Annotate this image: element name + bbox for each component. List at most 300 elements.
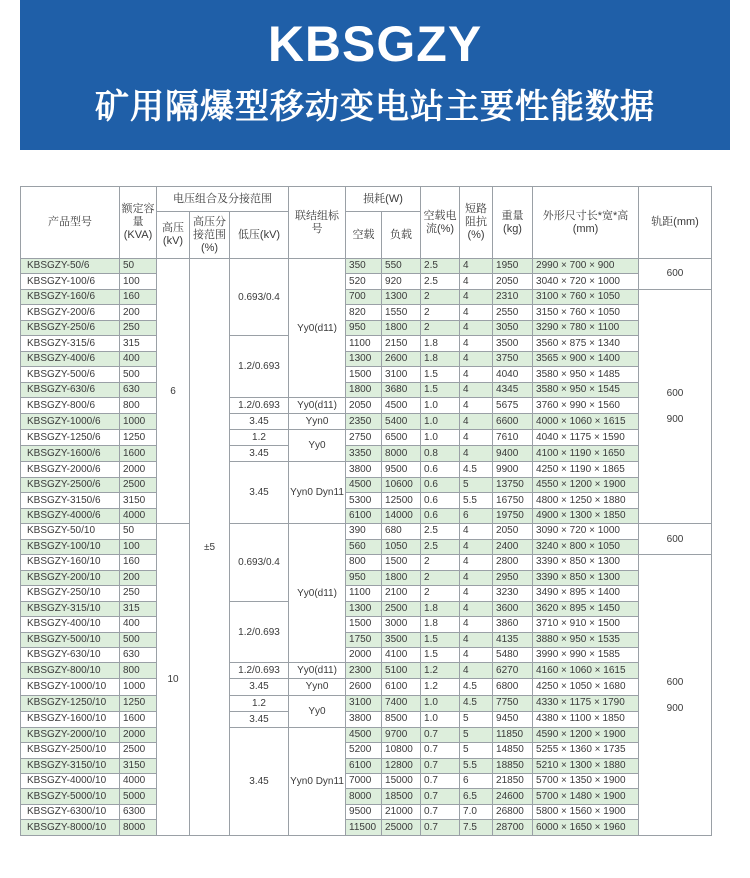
no-load-current-cell: 0.7 — [421, 804, 460, 819]
capacity-cell: 3150 — [120, 758, 157, 773]
dimensions-cell: 6000 × 1650 × 1960 — [533, 820, 639, 836]
table-row — [21, 351, 712, 366]
header-gauge: 轨距(mm) — [639, 187, 712, 259]
load-loss-cell: 8000 — [382, 446, 421, 462]
header-capacity: 额定容量(KVA) — [120, 187, 157, 259]
load-loss-cell: 5100 — [382, 663, 421, 679]
weight-cell: 3230 — [493, 586, 533, 601]
noload-loss-cell: 5300 — [346, 493, 382, 508]
model-cell: KBSGZY-2000/6 — [21, 462, 120, 477]
conn-cell: Yy0(d11) — [289, 663, 346, 679]
header-impedance: 短路阻抗(%) — [460, 187, 493, 259]
gauge-cell: 600 — [639, 524, 712, 555]
noload-loss-cell: 9500 — [346, 804, 382, 819]
no-load-current-cell: 0.6 — [421, 493, 460, 508]
capacity-cell: 4000 — [120, 508, 157, 523]
noload-loss-cell: 1300 — [346, 351, 382, 366]
impedance-cell: 5 — [460, 711, 493, 727]
header-noload-loss: 空载 — [346, 212, 382, 259]
conn-cell: Yy0(d11) — [289, 398, 346, 414]
noload-loss-cell: 520 — [346, 274, 382, 289]
load-loss-cell: 9500 — [382, 462, 421, 477]
load-loss-cell: 12500 — [382, 493, 421, 508]
load-loss-cell: 10600 — [382, 477, 421, 492]
lv-cell: 3.45 — [230, 711, 289, 727]
load-loss-cell: 550 — [382, 259, 421, 274]
table-row — [21, 508, 712, 523]
table-row — [21, 727, 712, 742]
dimensions-cell: 4250 × 1050 × 1680 — [533, 679, 639, 695]
capacity-cell: 1000 — [120, 414, 157, 430]
dimensions-cell: 5700 × 1350 × 1900 — [533, 773, 639, 788]
model-cell: KBSGZY-8000/10 — [21, 820, 120, 836]
weight-cell: 14850 — [493, 743, 533, 758]
capacity-cell: 800 — [120, 663, 157, 679]
noload-loss-cell: 2000 — [346, 647, 382, 662]
capacity-cell: 2500 — [120, 477, 157, 492]
weight-cell: 3050 — [493, 320, 533, 335]
header-hv: 高压(kV) — [157, 212, 190, 259]
page-subtitle: 矿用隔爆型移动变电站主要性能数据 — [95, 87, 655, 127]
no-load-current-cell: 1.8 — [421, 351, 460, 366]
no-load-current-cell: 2 — [421, 555, 460, 570]
load-loss-cell: 1300 — [382, 289, 421, 304]
header-loss-group: 损耗(W) — [346, 187, 421, 212]
dimensions-cell: 4800 × 1250 × 1880 — [533, 493, 639, 508]
conn-cell: Yyn0 Dyn11 — [289, 727, 346, 835]
lv-cell: 3.45 — [230, 446, 289, 462]
header-weight: 重量(kg) — [493, 187, 533, 259]
no-load-current-cell: 1.0 — [421, 398, 460, 414]
weight-cell: 5675 — [493, 398, 533, 414]
model-cell: KBSGZY-3150/6 — [21, 493, 120, 508]
load-loss-cell: 920 — [382, 274, 421, 289]
model-cell: KBSGZY-1600/10 — [21, 711, 120, 727]
model-cell: KBSGZY-500/10 — [21, 632, 120, 647]
noload-loss-cell: 2300 — [346, 663, 382, 679]
dimensions-cell: 4000 × 1060 × 1615 — [533, 414, 639, 430]
model-cell: KBSGZY-250/6 — [21, 320, 120, 335]
impedance-cell: 7.0 — [460, 804, 493, 819]
model-cell: KBSGZY-4000/6 — [21, 508, 120, 523]
table-row — [21, 632, 712, 647]
capacity-cell: 630 — [120, 647, 157, 662]
lv-cell: 3.45 — [230, 727, 289, 835]
load-loss-cell: 18500 — [382, 789, 421, 804]
table-row — [21, 743, 712, 758]
table-row — [21, 804, 712, 819]
impedance-cell: 4 — [460, 601, 493, 616]
weight-cell: 2310 — [493, 289, 533, 304]
weight-cell: 2050 — [493, 524, 533, 539]
load-loss-cell: 14000 — [382, 508, 421, 523]
noload-loss-cell: 3100 — [346, 695, 382, 711]
conn-cell: Yyn0 — [289, 414, 346, 430]
capacity-cell: 6300 — [120, 804, 157, 819]
model-cell: KBSGZY-200/10 — [21, 570, 120, 585]
model-cell: KBSGZY-1600/6 — [21, 446, 120, 462]
model-cell: KBSGZY-4000/10 — [21, 773, 120, 788]
weight-cell: 2400 — [493, 539, 533, 554]
lv-cell: 0.693/0.4 — [230, 259, 289, 336]
impedance-cell: 4.5 — [460, 462, 493, 477]
no-load-current-cell: 0.7 — [421, 820, 460, 836]
model-cell: KBSGZY-50/10 — [21, 524, 120, 539]
lv-cell: 1.2/0.693 — [230, 336, 289, 398]
table-row — [21, 382, 712, 397]
no-load-current-cell: 1.0 — [421, 711, 460, 727]
weight-cell: 3500 — [493, 336, 533, 351]
no-load-current-cell: 0.8 — [421, 446, 460, 462]
table-row — [21, 446, 712, 462]
dimensions-cell: 3390 × 850 × 1300 — [533, 555, 639, 570]
dimensions-cell: 3760 × 990 × 1560 — [533, 398, 639, 414]
capacity-cell: 160 — [120, 289, 157, 304]
load-loss-cell: 21000 — [382, 804, 421, 819]
impedance-cell: 5.5 — [460, 493, 493, 508]
dimensions-cell: 3150 × 760 × 1050 — [533, 305, 639, 320]
dimensions-cell: 4380 × 1100 × 1850 — [533, 711, 639, 727]
table-row — [21, 820, 712, 836]
noload-loss-cell: 1300 — [346, 601, 382, 616]
weight-cell: 18850 — [493, 758, 533, 773]
impedance-cell: 4 — [460, 305, 493, 320]
load-loss-cell: 2150 — [382, 336, 421, 351]
impedance-cell: 4 — [460, 617, 493, 632]
table-row — [21, 601, 712, 616]
table-row — [21, 398, 712, 414]
impedance-cell: 4 — [460, 382, 493, 397]
weight-cell: 26800 — [493, 804, 533, 819]
impedance-cell: 4 — [460, 336, 493, 351]
dimensions-cell: 3240 × 800 × 1050 — [533, 539, 639, 554]
table-row — [21, 493, 712, 508]
weight-cell: 21850 — [493, 773, 533, 788]
capacity-cell: 315 — [120, 601, 157, 616]
impedance-cell: 4 — [460, 430, 493, 446]
dimensions-cell: 3560 × 875 × 1340 — [533, 336, 639, 351]
conn-cell: Yy0(d11) — [289, 524, 346, 663]
table-row — [21, 617, 712, 632]
impedance-cell: 4 — [460, 586, 493, 601]
impedance-cell: 4 — [460, 555, 493, 570]
capacity-cell: 5000 — [120, 789, 157, 804]
noload-loss-cell: 3350 — [346, 446, 382, 462]
load-loss-cell: 15000 — [382, 773, 421, 788]
table-row — [21, 586, 712, 601]
table-row — [21, 524, 712, 539]
no-load-current-cell: 0.7 — [421, 789, 460, 804]
load-loss-cell: 4100 — [382, 647, 421, 662]
lv-cell: 1.2 — [230, 430, 289, 446]
weight-cell: 5480 — [493, 647, 533, 662]
capacity-cell: 50 — [120, 259, 157, 274]
table-row — [21, 430, 712, 446]
impedance-cell: 4 — [460, 414, 493, 430]
load-loss-cell: 10800 — [382, 743, 421, 758]
model-cell: KBSGZY-800/10 — [21, 663, 120, 679]
impedance-cell: 4 — [460, 320, 493, 335]
no-load-current-cell: 1.0 — [421, 695, 460, 711]
weight-cell: 2950 — [493, 570, 533, 585]
model-cell: KBSGZY-2000/10 — [21, 727, 120, 742]
impedance-cell: 4 — [460, 663, 493, 679]
no-load-current-cell: 1.8 — [421, 336, 460, 351]
lv-cell: 0.693/0.4 — [230, 524, 289, 601]
gauge-cell: 600 900 — [639, 289, 712, 523]
no-load-current-cell: 1.5 — [421, 632, 460, 647]
dimensions-cell: 5800 × 1560 × 1900 — [533, 804, 639, 819]
lv-cell: 1.2 — [230, 695, 289, 711]
table-row — [21, 367, 712, 382]
header-no-load-current: 空载电流(%) — [421, 187, 460, 259]
no-load-current-cell: 1.5 — [421, 382, 460, 397]
load-loss-cell: 8500 — [382, 711, 421, 727]
weight-cell: 13750 — [493, 477, 533, 492]
no-load-current-cell: 1.0 — [421, 414, 460, 430]
dimensions-cell: 3990 × 990 × 1585 — [533, 647, 639, 662]
dimensions-cell: 2990 × 700 × 900 — [533, 259, 639, 274]
model-cell: KBSGZY-200/6 — [21, 305, 120, 320]
no-load-current-cell: 1.5 — [421, 647, 460, 662]
weight-cell: 11850 — [493, 727, 533, 742]
load-loss-cell: 3680 — [382, 382, 421, 397]
model-cell: KBSGZY-160/6 — [21, 289, 120, 304]
weight-cell: 7610 — [493, 430, 533, 446]
model-cell: KBSGZY-6300/10 — [21, 804, 120, 819]
dimensions-cell: 3040 × 720 × 1000 — [533, 274, 639, 289]
capacity-cell: 200 — [120, 305, 157, 320]
hv-cell: 6 — [157, 259, 190, 524]
table-row — [21, 695, 712, 711]
load-loss-cell: 25000 — [382, 820, 421, 836]
dimensions-cell: 4330 × 1175 × 1790 — [533, 695, 639, 711]
dimensions-cell: 4550 × 1200 × 1900 — [533, 477, 639, 492]
noload-loss-cell: 6100 — [346, 758, 382, 773]
no-load-current-cell: 0.6 — [421, 462, 460, 477]
lv-cell: 3.45 — [230, 462, 289, 524]
weight-cell: 3600 — [493, 601, 533, 616]
capacity-cell: 500 — [120, 632, 157, 647]
model-cell: KBSGZY-2500/6 — [21, 477, 120, 492]
noload-loss-cell: 2600 — [346, 679, 382, 695]
weight-cell: 19750 — [493, 508, 533, 523]
dimensions-cell: 4100 × 1190 × 1650 — [533, 446, 639, 462]
weight-cell: 2800 — [493, 555, 533, 570]
noload-loss-cell: 1750 — [346, 632, 382, 647]
lv-cell: 1.2/0.693 — [230, 601, 289, 663]
table-row — [21, 336, 712, 351]
no-load-current-cell: 2 — [421, 586, 460, 601]
model-cell: KBSGZY-250/10 — [21, 586, 120, 601]
impedance-cell: 5.5 — [460, 758, 493, 773]
noload-loss-cell: 2750 — [346, 430, 382, 446]
capacity-cell: 315 — [120, 336, 157, 351]
dimensions-cell: 5700 × 1480 × 1900 — [533, 789, 639, 804]
conn-cell: Yy0(d11) — [289, 259, 346, 398]
impedance-cell: 6 — [460, 773, 493, 788]
dimensions-cell: 3880 × 950 × 1535 — [533, 632, 639, 647]
capacity-cell: 2500 — [120, 743, 157, 758]
noload-loss-cell: 350 — [346, 259, 382, 274]
impedance-cell: 4.5 — [460, 695, 493, 711]
table-row — [21, 570, 712, 585]
model-cell: KBSGZY-400/10 — [21, 617, 120, 632]
weight-cell: 4345 — [493, 382, 533, 397]
noload-loss-cell: 11500 — [346, 820, 382, 836]
model-cell: KBSGZY-315/10 — [21, 601, 120, 616]
no-load-current-cell: 0.7 — [421, 758, 460, 773]
table-row — [21, 414, 712, 430]
title-banner — [20, 0, 730, 150]
weight-cell: 9900 — [493, 462, 533, 477]
impedance-cell: 7.5 — [460, 820, 493, 836]
noload-loss-cell: 390 — [346, 524, 382, 539]
noload-loss-cell: 5200 — [346, 743, 382, 758]
capacity-cell: 1250 — [120, 695, 157, 711]
capacity-cell: 400 — [120, 351, 157, 366]
load-loss-cell: 1500 — [382, 555, 421, 570]
no-load-current-cell: 0.7 — [421, 773, 460, 788]
dimensions-cell: 4040 × 1175 × 1590 — [533, 430, 639, 446]
noload-loss-cell: 6100 — [346, 508, 382, 523]
table-row — [21, 274, 712, 289]
no-load-current-cell: 1.5 — [421, 367, 460, 382]
noload-loss-cell: 1500 — [346, 367, 382, 382]
model-cell: KBSGZY-800/6 — [21, 398, 120, 414]
impedance-cell: 4 — [460, 274, 493, 289]
table-row — [21, 679, 712, 695]
impedance-cell: 4 — [460, 632, 493, 647]
load-loss-cell: 2600 — [382, 351, 421, 366]
no-load-current-cell: 1.0 — [421, 430, 460, 446]
impedance-cell: 5 — [460, 727, 493, 742]
conn-cell: Yy0 — [289, 430, 346, 462]
capacity-cell: 100 — [120, 539, 157, 554]
hv-cell: 10 — [157, 524, 190, 836]
noload-loss-cell: 1500 — [346, 617, 382, 632]
gauge-cell: 600 — [639, 259, 712, 290]
model-cell: KBSGZY-500/6 — [21, 367, 120, 382]
table-row — [21, 773, 712, 788]
impedance-cell: 5 — [460, 477, 493, 492]
capacity-cell: 630 — [120, 382, 157, 397]
header-lv: 低压(kV) — [230, 212, 289, 259]
no-load-current-cell: 1.8 — [421, 601, 460, 616]
table-row — [21, 320, 712, 335]
impedance-cell: 4 — [460, 398, 493, 414]
lv-cell: 1.2/0.693 — [230, 398, 289, 414]
model-cell: KBSGZY-3150/10 — [21, 758, 120, 773]
weight-cell: 6600 — [493, 414, 533, 430]
lv-cell: 3.45 — [230, 679, 289, 695]
weight-cell: 6270 — [493, 663, 533, 679]
model-cell: KBSGZY-315/6 — [21, 336, 120, 351]
weight-cell: 16750 — [493, 493, 533, 508]
impedance-cell: 4.5 — [460, 679, 493, 695]
table-row — [21, 462, 712, 477]
load-loss-cell: 4500 — [382, 398, 421, 414]
noload-loss-cell: 1100 — [346, 336, 382, 351]
load-loss-cell: 1800 — [382, 570, 421, 585]
dimensions-cell: 3580 × 950 × 1545 — [533, 382, 639, 397]
impedance-cell: 4 — [460, 647, 493, 662]
dimensions-cell: 4160 × 1060 × 1615 — [533, 663, 639, 679]
table-row — [21, 711, 712, 727]
dimensions-cell: 3290 × 780 × 1100 — [533, 320, 639, 335]
table-row — [21, 259, 712, 274]
no-load-current-cell: 2.5 — [421, 274, 460, 289]
table-row — [21, 647, 712, 662]
weight-cell: 4040 — [493, 367, 533, 382]
load-loss-cell: 1800 — [382, 320, 421, 335]
model-cell: KBSGZY-5000/10 — [21, 789, 120, 804]
dimensions-cell: 3390 × 850 × 1300 — [533, 570, 639, 585]
table-row — [21, 663, 712, 679]
dimensions-cell: 3565 × 900 × 1400 — [533, 351, 639, 366]
weight-cell: 9450 — [493, 711, 533, 727]
impedance-cell: 4 — [460, 570, 493, 585]
load-loss-cell: 1050 — [382, 539, 421, 554]
spec-table — [20, 186, 712, 836]
capacity-cell: 250 — [120, 586, 157, 601]
impedance-cell: 4 — [460, 524, 493, 539]
no-load-current-cell: 2.5 — [421, 539, 460, 554]
noload-loss-cell: 4500 — [346, 477, 382, 492]
no-load-current-cell: 2.5 — [421, 259, 460, 274]
capacity-cell: 250 — [120, 320, 157, 335]
weight-cell: 9400 — [493, 446, 533, 462]
load-loss-cell: 3100 — [382, 367, 421, 382]
noload-loss-cell: 950 — [346, 570, 382, 585]
noload-loss-cell: 2050 — [346, 398, 382, 414]
header-load-loss: 负载 — [382, 212, 421, 259]
table-row — [21, 305, 712, 320]
capacity-cell: 1250 — [120, 430, 157, 446]
load-loss-cell: 2100 — [382, 586, 421, 601]
spec-table-container — [20, 186, 730, 836]
noload-loss-cell: 560 — [346, 539, 382, 554]
noload-loss-cell: 700 — [346, 289, 382, 304]
capacity-cell: 2000 — [120, 727, 157, 742]
no-load-current-cell: 0.7 — [421, 743, 460, 758]
gauge-cell: 600 900 — [639, 555, 712, 836]
dimensions-cell: 3490 × 895 × 1400 — [533, 586, 639, 601]
no-load-current-cell: 0.6 — [421, 508, 460, 523]
model-cell: KBSGZY-1250/10 — [21, 695, 120, 711]
load-loss-cell: 1550 — [382, 305, 421, 320]
tap-cell: ±5 — [190, 259, 230, 836]
model-cell: KBSGZY-100/10 — [21, 539, 120, 554]
weight-cell: 7750 — [493, 695, 533, 711]
weight-cell: 6800 — [493, 679, 533, 695]
capacity-cell: 1600 — [120, 446, 157, 462]
table-row — [21, 539, 712, 554]
lv-cell: 3.45 — [230, 414, 289, 430]
model-cell: KBSGZY-50/6 — [21, 259, 120, 274]
capacity-cell: 8000 — [120, 820, 157, 836]
capacity-cell: 1600 — [120, 711, 157, 727]
load-loss-cell: 3000 — [382, 617, 421, 632]
model-cell: KBSGZY-630/6 — [21, 382, 120, 397]
capacity-cell: 1000 — [120, 679, 157, 695]
model-cell: KBSGZY-1000/6 — [21, 414, 120, 430]
dimensions-cell: 5210 × 1300 × 1880 — [533, 758, 639, 773]
impedance-cell: 4 — [460, 351, 493, 366]
impedance-cell: 4 — [460, 259, 493, 274]
dimensions-cell: 4900 × 1300 × 1850 — [533, 508, 639, 523]
header-tap: 高压分接范围(%) — [190, 212, 230, 259]
